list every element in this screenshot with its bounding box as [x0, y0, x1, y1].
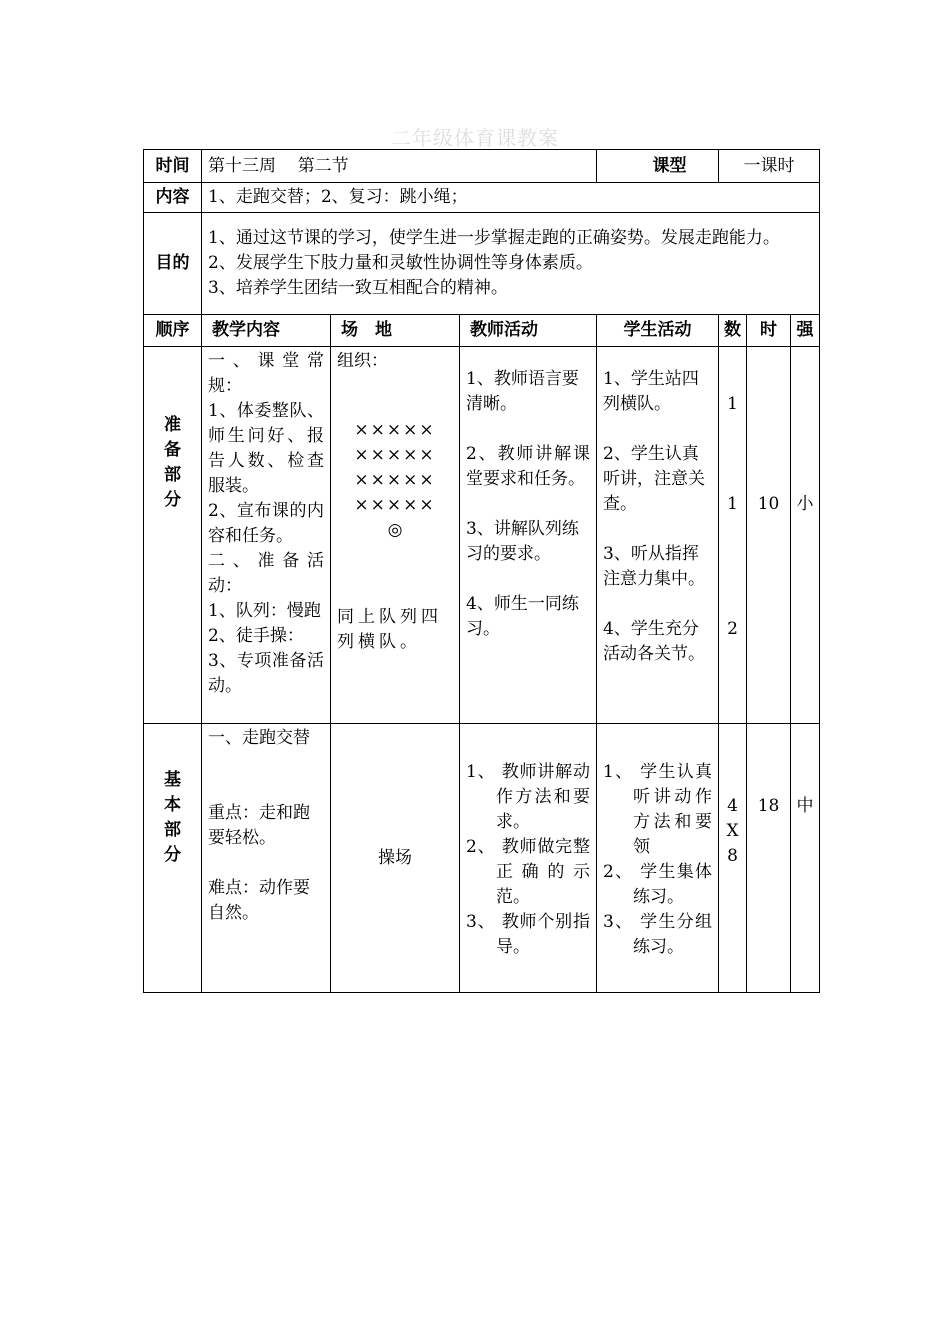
col-header-order: 顺序: [144, 315, 202, 347]
basic-teacher-activity: [460, 724, 597, 993]
col-header-intensity: 强: [791, 315, 820, 347]
basic-content: [202, 724, 331, 993]
formation-grid: ××××× ××××× ××××× ×××××: [354, 420, 436, 515]
list-item: 4、师生一同练习。: [466, 594, 579, 639]
list-item: 4、学生充分活动各关节。: [603, 619, 706, 664]
goal-label: 目的: [144, 213, 202, 315]
list-item: 2、 学生集体练习。: [603, 862, 713, 907]
col-header-time: 时: [747, 315, 791, 347]
content-value: 1、走跑交替；2、复习：跳小绳；: [202, 183, 820, 213]
basic-student-activity: [597, 724, 719, 993]
list-item: 3、讲解队列练习的要求。: [466, 519, 579, 564]
prep-teacher-activity: [460, 347, 597, 724]
section-prep-label: 准 备 部 分: [144, 347, 202, 724]
basic-key-point: 重点：走和跑要轻松。: [208, 803, 310, 848]
col-header-student: 学生活动: [597, 315, 719, 347]
list-item: 2、 教师做完整正确的示范。: [466, 837, 591, 907]
time-value: 第十三周 第二节: [202, 150, 597, 183]
teacher-position-mark: ◎: [387, 520, 403, 540]
prep-time: [747, 347, 791, 724]
type-value: 一课时: [719, 150, 820, 183]
prep-content: 一、课堂常规： 1、体委整队、师生问好、报告人数、检查服装。 2、宣布课的内容和任务。 二、准备活动： 1、队列：慢跑 2、徒手操： 3、专项准备活动。: [202, 347, 331, 724]
list-item: 1、学生站四列横队。: [603, 369, 699, 414]
prep-count: [719, 347, 747, 724]
goal-item: 3、培养学生团结一致互相配合的精神。: [208, 278, 508, 298]
basic-time: 18: [747, 724, 791, 993]
list-item: 3、 学生分组练习。: [603, 912, 713, 957]
prep-venue: [331, 347, 460, 724]
goals-cell: [202, 213, 820, 315]
venue-org-label: 组织：: [337, 351, 388, 371]
time-value: 10: [757, 494, 780, 514]
basic-count: 4 X 8: [719, 724, 747, 993]
count-value: 1: [727, 394, 738, 414]
content-label: 内容: [144, 183, 202, 213]
basic-difficulty: 难点：动作要自然。: [208, 878, 310, 923]
count-value: 2: [727, 619, 738, 639]
list-item: 3、 教师个别指导。: [466, 912, 591, 957]
type-label: 课型: [597, 150, 719, 183]
goal-item: 1、通过这节课的学习，使学生进一步掌握走跑的正确姿势。发展走跑能力。: [208, 228, 780, 248]
intensity-value: 小: [796, 494, 814, 514]
count-value: 1: [727, 494, 738, 514]
lesson-plan-table: [143, 149, 820, 993]
prep-intensity: [791, 347, 820, 724]
goal-item: 2、发展学生下肢力量和灵敏性协调性等身体素质。: [208, 253, 593, 273]
basic-topic: 一、走跑交替: [208, 728, 310, 748]
basic-intensity: 中: [791, 724, 820, 993]
list-item: 1、教师语言要清晰。: [466, 369, 579, 414]
list-item: 1、 教师讲解动作方法和要求。: [466, 762, 591, 832]
section-basic-label: 基 本 部 分: [144, 724, 202, 993]
list-item: 2、学生认真听讲，注意关查。: [603, 444, 706, 514]
col-header-venue: 场 地: [331, 315, 460, 347]
col-header-content: 教学内容: [202, 315, 331, 347]
document-title: 二年级体育课教案: [391, 126, 559, 150]
col-header-teacher: 教师活动: [460, 315, 597, 347]
list-item: 3、听从指挥注意力集中。: [603, 544, 706, 589]
venue-note: 同上队列四列横队。: [337, 607, 442, 652]
prep-student-activity: [597, 347, 719, 724]
list-item: 2、教师讲解课堂要求和任务。: [466, 444, 591, 489]
basic-venue: 操场: [331, 724, 460, 993]
time-label: 时间: [144, 150, 202, 183]
list-item: 1、 学生认真听讲动作方法和要领: [603, 762, 713, 857]
col-header-count: 数: [719, 315, 747, 347]
